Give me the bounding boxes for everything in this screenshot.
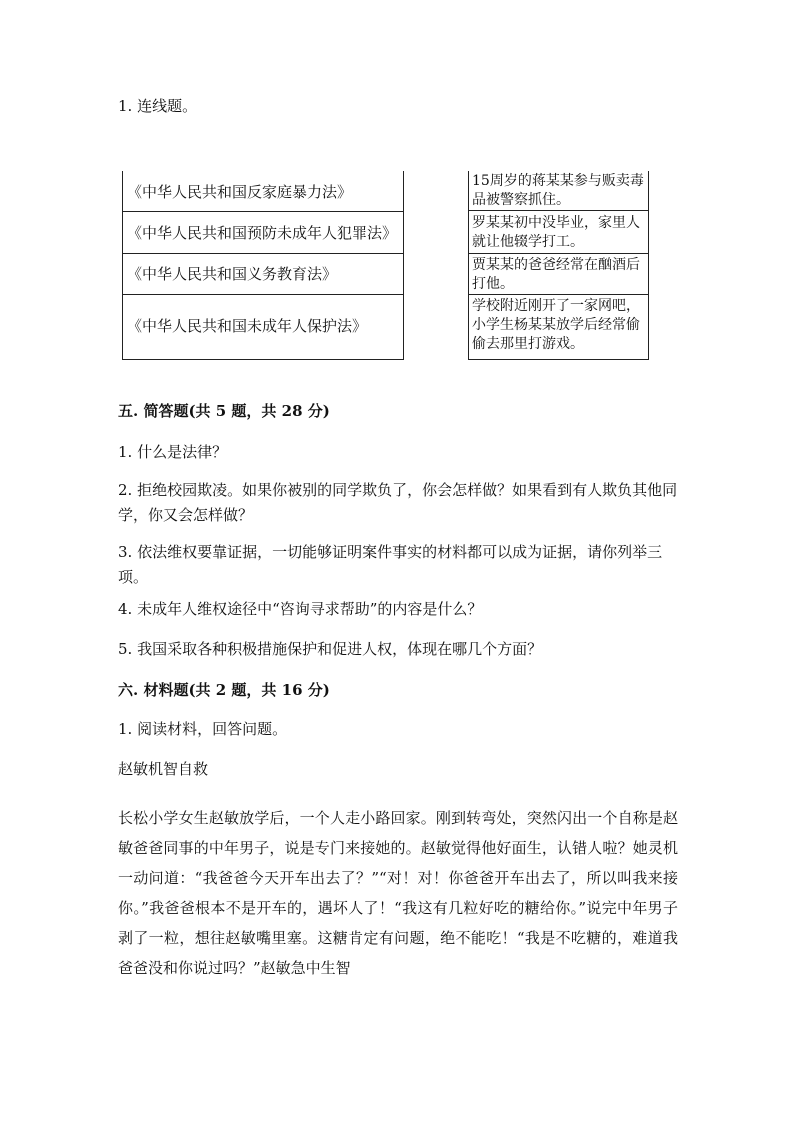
- section-5-title: 五. 简答题(共 5 题，共 28 分): [118, 402, 330, 420]
- material-question-1: 1. 阅读材料，回答问题。: [118, 720, 288, 738]
- case-item-1: 15周岁的蒋某某参与贩卖毒品被警察抓住。: [472, 173, 644, 208]
- case-item-3: 贾某某的爸爸经常在酗酒后打他。: [472, 257, 640, 292]
- row-divider: [122, 211, 404, 212]
- short-answer-question-1: 1. 什么是法律？: [118, 443, 228, 461]
- matching-left-column: [122, 171, 404, 360]
- story-paragraph: 长松小学女生赵敏放学后，一个人走小路回家。刚到转弯处，突然闪出一个自称是赵敏爸爸同事的中年男子，说是专门来接她的。赵敏觉得他好面生，认错人啦？她灵机一动问道：“我爸爸今天开车出去了？”“对！对！你爸爸开车出去了，所以叫我来接你。”我爸爸根本不是开车的，遇坏人了！“我这有几粒好吃的糖给你。”说完中年男子剥了一粒，想往赵敏嘴里塞。这糖肯定有问题，绝不能吃！“我是不吃糖的，难道我爸爸没和你说过吗？”赵敏急中生智: [118, 809, 678, 977]
- row-divider: [468, 294, 649, 295]
- case-item-2: 罗某某初中没毕业，家里人就让他辍学打工。: [472, 215, 640, 250]
- section-6-title: 六. 材料题(共 2 题，共 16 分): [118, 681, 330, 699]
- short-answer-question-2: 2. 拒绝校园欺凌。如果你被别的同学欺负了，你会怎样做？如果看到有人欺负其他同学，你又会怎样做？: [118, 481, 678, 524]
- row-divider: [122, 359, 404, 360]
- row-divider: [468, 210, 649, 211]
- row-divider: [122, 294, 404, 295]
- short-answer-question-5: 5. 我国采取各种积极措施保护和促进人权，体现在哪几个方面？: [118, 640, 543, 658]
- question-1-heading: 1. 连线题。: [118, 97, 198, 115]
- short-answer-question-4: 4. 未成年人维权途径中“咨询寻求帮助”的内容是什么？: [118, 600, 483, 618]
- law-item-1: 《中华人民共和国反家庭暴力法》: [127, 183, 353, 201]
- law-item-3: 《中华人民共和国义务教育法》: [127, 265, 338, 283]
- short-answer-question-3: 3. 依法维权要靠证据，一切能够证明案件事实的材料都可以成为证据，请你列举三项。: [118, 543, 663, 586]
- row-divider: [468, 253, 649, 254]
- law-item-2: 《中华人民共和国预防未成年人犯罪法》: [127, 224, 398, 242]
- story-title: 赵敏机智自救: [118, 760, 209, 778]
- matching-right-column: [468, 171, 649, 360]
- case-item-4: 学校附近刚开了一家网吧，小学生杨某某放学后经常偷偷去那里打游戏。: [472, 298, 640, 352]
- row-divider: [122, 253, 404, 254]
- law-item-4: 《中华人民共和国未成年人保护法》: [127, 317, 368, 335]
- row-divider: [468, 359, 649, 360]
